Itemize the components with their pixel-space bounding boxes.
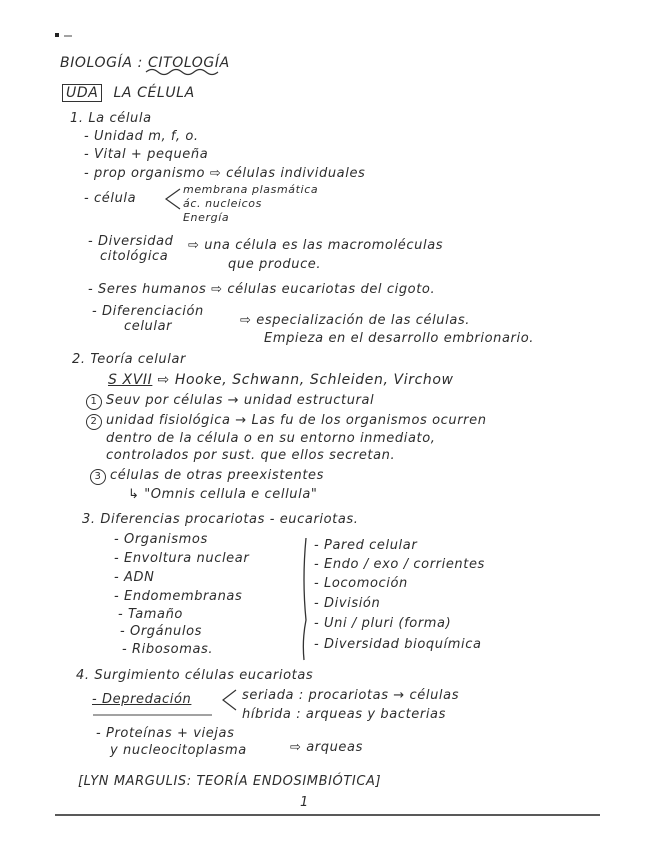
depredacion-a: seriada : procariotas → células xyxy=(242,688,460,703)
differences-divider xyxy=(303,538,306,660)
corner-mark xyxy=(55,33,59,37)
s3-left-7: - Ribosomas. xyxy=(122,642,214,657)
depredacion-brace xyxy=(223,690,236,710)
diferenciacion-text-1: ⇨ especialización de las células. xyxy=(240,313,471,328)
diversidad-text-2: que produce. xyxy=(228,257,322,272)
s3-right-3: - Locomoción xyxy=(314,576,408,591)
proteinas-result: ⇨ arqueas xyxy=(290,740,363,755)
s1-line1: - Unidad m, f, o. xyxy=(84,129,199,144)
century-label: S XVII xyxy=(108,372,153,388)
principle-1-text: Seuv por células → unidad estructural xyxy=(106,393,375,408)
seres-humanos: - Seres humanos ⇨ células eucariotas del cigoto. xyxy=(88,282,436,297)
page-number: 1 xyxy=(300,795,309,810)
diferenciacion-label-2: celular xyxy=(124,319,173,334)
unit-heading xyxy=(62,85,195,101)
margulis-note: [LYN MARGULIS: TEORÍA ENDOSIMBIÓTICA] xyxy=(78,774,382,789)
celula-item-1: membrana plasmática xyxy=(183,183,319,196)
s3-left-5: - Tamaño xyxy=(118,607,183,622)
proteinas-line-1: - Proteínas + viejas xyxy=(96,726,235,741)
s3-left-1: - Organismos xyxy=(114,532,208,547)
celula-brace xyxy=(166,189,180,209)
title-subject: BIOLOGÍA xyxy=(60,55,133,71)
principle-3-number: 3 xyxy=(90,469,106,485)
scientist-names: ⇨ Hooke, Schwann, Schleiden, Virchow xyxy=(157,372,454,388)
celula-item-2: ác. nucleicos xyxy=(183,197,262,210)
title-topic: CITOLOGÍA xyxy=(147,55,230,71)
s3-right-6: - Diversidad bioquímica xyxy=(314,637,482,652)
principle-2-number: 2 xyxy=(86,414,102,430)
proteinas-line-2: y nucleocitoplasma xyxy=(110,743,247,758)
depredacion-b: híbrida : arqueas y bacterias xyxy=(242,707,446,722)
s3-left-6: - Orgánulos xyxy=(120,624,203,639)
s3-right-2: - Endo / exo / corrientes xyxy=(314,557,485,572)
depredacion-text: - Depredación xyxy=(92,692,192,707)
s3-left-2: - Envoltura nuclear xyxy=(114,551,250,566)
diversidad-label-1: - Diversidad xyxy=(88,234,174,249)
diferenciacion-text-2: Empieza en el desarrollo embrionario. xyxy=(264,331,534,346)
unit-title: LA CÉLULA xyxy=(113,85,195,101)
diversidad-label-2: citológica xyxy=(100,249,169,264)
unit-badge: UDA xyxy=(62,84,102,102)
s1-line3: - prop organismo ⇨ células individuales xyxy=(84,166,366,181)
page-title xyxy=(60,55,230,71)
principle-2-text-2: dentro de la célula o en su entorno inmediato, xyxy=(106,431,436,446)
s1-heading: 1. La célula xyxy=(70,111,152,126)
s3-left-4: - Endomembranas xyxy=(114,589,243,604)
s3-right-5: - Uni / pluri (forma) xyxy=(314,616,452,631)
s2-scientists xyxy=(108,372,454,388)
s2-heading: 2. Teoría celular xyxy=(72,352,186,367)
celula-item-3: Energía xyxy=(183,211,230,224)
s1-line2: - Vital + pequeña xyxy=(84,147,209,162)
principle-3-text-1: células de otras preexistentes xyxy=(110,468,325,483)
principle-2-text-3: controlados por sust. que ellos secretan. xyxy=(106,448,396,463)
principle-1-number: 1 xyxy=(86,394,102,410)
principle-1 xyxy=(86,393,374,410)
celula-prefix: - célula xyxy=(84,191,137,206)
principle-3-text-2: ↳ "Omnis cellula e cellula" xyxy=(128,487,318,502)
s3-right-1: - Pared celular xyxy=(314,538,418,553)
principle-2-text-1: unidad fisiológica → Las fu de los organismos ocurren xyxy=(106,413,487,428)
principle-2 xyxy=(86,413,487,430)
s3-right-4: - División xyxy=(314,596,381,611)
s3-left-3: - ADN xyxy=(114,570,155,585)
s4-heading: 4. Surgimiento células eucariotas xyxy=(76,668,314,683)
title-separator: : xyxy=(137,55,143,71)
principle-3 xyxy=(90,468,324,485)
depredacion-label xyxy=(92,692,191,708)
s3-heading: 3. Diferencias procariotas - eucariotas. xyxy=(82,512,359,527)
diversidad-text-1: ⇨ una célula es las macromoléculas xyxy=(188,238,444,253)
diferenciacion-label-1: - Diferenciación xyxy=(92,304,204,319)
